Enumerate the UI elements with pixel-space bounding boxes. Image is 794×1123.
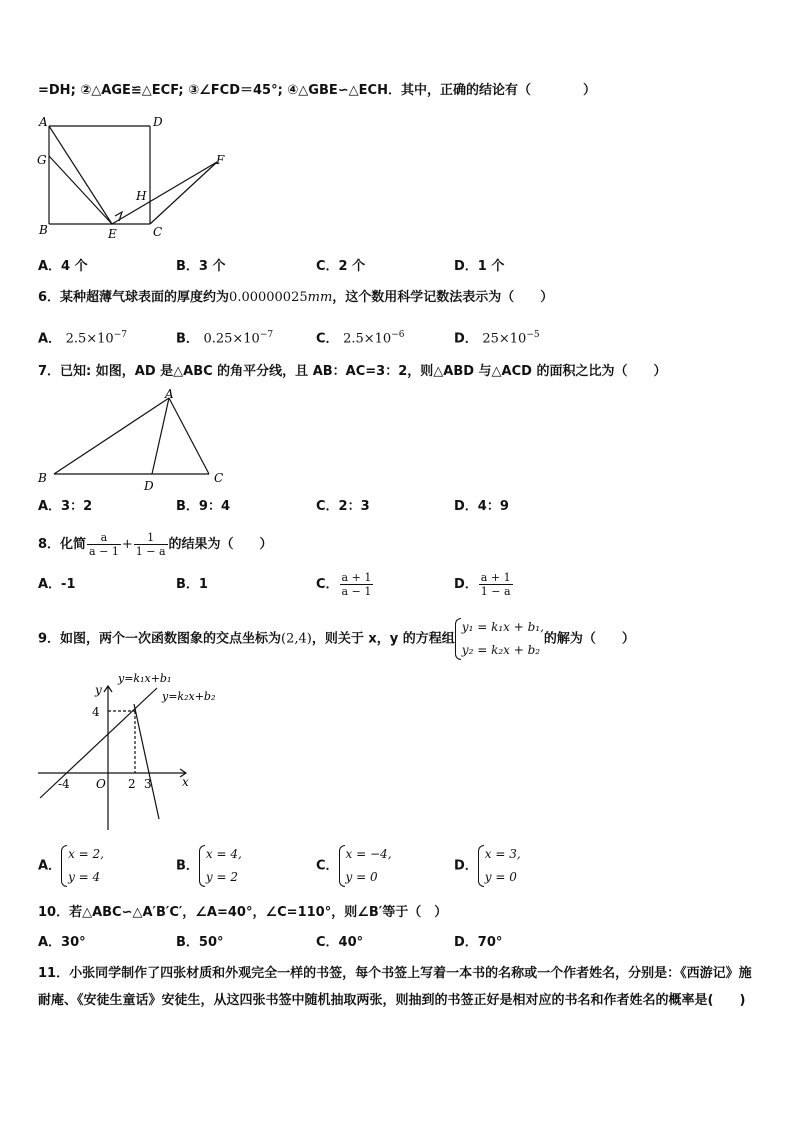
q9-stem: 9．如图，两个一次函数图象的交点坐标为(2,4)，则关于 x，y 的方程组 y₁ = k₁x + b₁, y₂ = k₂x + b₂ 的解为（ ） bbox=[38, 616, 635, 663]
q5-option-c[interactable]: C．2 个 bbox=[316, 259, 366, 274]
q8-option-b[interactable]: B．1 bbox=[176, 577, 208, 592]
q8-fraction-1: $\frac{a}{a - 1}$ bbox=[89, 531, 119, 558]
q6-option-d[interactable]: D． $25\times 10^{-5}$ bbox=[454, 330, 540, 347]
q9-option-c[interactable]: C． x = −4, y = 0 bbox=[316, 843, 392, 890]
q8-option-d[interactable]: D． $\frac{a + 1}{1 - a}$ bbox=[454, 571, 511, 598]
q7-stem: 7．已知: 如图，AD 是△ABC 的角平分线，且 AB：AC=3：2，则△ABD 与△ACD 的面积之比为（ ） bbox=[38, 364, 667, 379]
q6-value: 0.00000025 bbox=[229, 290, 308, 305]
q6-stem-before: 6．某种超薄气球表面的厚度约为 bbox=[38, 290, 230, 305]
q6-option-b[interactable]: B． $0.25\times 10^{-7}$ bbox=[176, 330, 274, 347]
q7-option-c[interactable]: C．2：3 bbox=[316, 499, 370, 514]
q10-option-a[interactable]: A．30° bbox=[38, 935, 86, 950]
q6-option-a[interactable]: A． $2.5\times 10^{-7}$ bbox=[38, 330, 127, 347]
q10-option-d[interactable]: D．70° bbox=[454, 935, 503, 950]
q10-option-b[interactable]: B．50° bbox=[176, 935, 224, 950]
q7-option-d[interactable]: D．4：9 bbox=[454, 499, 509, 514]
label-G: G bbox=[37, 153, 47, 167]
q8-stem: 8．化简 $\frac{a}{a - 1}$ + $\frac{1}{1 - a}$ 的结果为（ ） bbox=[38, 531, 273, 558]
q10-option-c[interactable]: C．40° bbox=[316, 935, 364, 950]
q6-unit: mm bbox=[307, 290, 333, 305]
q8-fraction-2: $\frac{1}{1 - a}$ bbox=[135, 531, 166, 558]
x-axis-label: x bbox=[182, 775, 189, 789]
q9-equation-system: y₁ = k₁x + b₁, y₂ = k₂x + b₂ bbox=[455, 616, 544, 662]
q7-triangle-figure bbox=[34, 384, 234, 494]
q11-stem: 11．小张同学制作了四张材质和外观完全一样的书签，每个书签上写着一本书的名称或一个作者姓名，分别是：《西游记》施耐庵、《安徒生童话》安徒生，从这四张书签中随机抽取两张，则抽到的书签正好是相对应的书名和作者姓名的概率是( ) bbox=[38, 966, 752, 1008]
line2-label: y=k₂x+b₂ bbox=[162, 690, 216, 703]
q5-option-d[interactable]: D．1 个 bbox=[454, 259, 505, 274]
label-C: C bbox=[153, 225, 163, 239]
tick-y-4: 4 bbox=[92, 705, 100, 719]
q5-square-figure bbox=[34, 112, 234, 242]
origin-label: O bbox=[96, 777, 106, 791]
tick-x-neg4: -4 bbox=[58, 777, 70, 791]
q5-option-a[interactable]: A．4 个 bbox=[38, 259, 88, 274]
q9-graph bbox=[34, 664, 216, 834]
label-E: E bbox=[108, 227, 117, 241]
label-F: F bbox=[216, 153, 225, 167]
q5-stem: =DH; ②△AGE≌△ECF; ③∠FCD＝45°; ④△GBE∽△ECH．其中，正确的结论有（ ） bbox=[38, 83, 596, 98]
label-H: H bbox=[136, 189, 147, 203]
line1-label: y=k₁x+b₁ bbox=[118, 672, 172, 685]
tick-x-3: 3 bbox=[144, 777, 152, 791]
label-D: D bbox=[153, 115, 163, 129]
label-A: A bbox=[39, 115, 48, 129]
q8-option-a[interactable]: A．-1 bbox=[38, 577, 76, 592]
label-B: B bbox=[39, 223, 48, 237]
q9-option-a[interactable]: A． x = 2, y = 4 bbox=[38, 843, 104, 890]
q5-option-b[interactable]: B．3 个 bbox=[176, 259, 226, 274]
q7-option-b[interactable]: B．9：4 bbox=[176, 499, 230, 514]
label-A: A bbox=[165, 387, 174, 401]
label-C: C bbox=[214, 471, 224, 485]
label-D: D bbox=[144, 479, 154, 493]
q6-stem bbox=[38, 289, 553, 307]
q6-stem-after: ，这个数用科学记数法表示为（ ） bbox=[332, 290, 554, 305]
q9-option-b[interactable]: B． x = 4, y = 2 bbox=[176, 843, 242, 890]
y-axis-label: y bbox=[95, 683, 102, 697]
q7-option-a[interactable]: A．3：2 bbox=[38, 499, 93, 514]
q9-option-d[interactable]: D． x = 3, y = 0 bbox=[454, 843, 521, 890]
q8-option-c[interactable]: C． $\frac{a + 1}{a - 1}$ bbox=[316, 571, 372, 598]
label-B: B bbox=[38, 471, 47, 485]
q10-stem: 10．若△ABC∽△A′B′C′，∠A=40°，∠C=110°，则∠B′等于（ ） bbox=[38, 905, 448, 920]
tick-x-2: 2 bbox=[128, 777, 136, 791]
q6-option-c[interactable]: C． $2.5\times 10^{-6}$ bbox=[316, 330, 405, 347]
